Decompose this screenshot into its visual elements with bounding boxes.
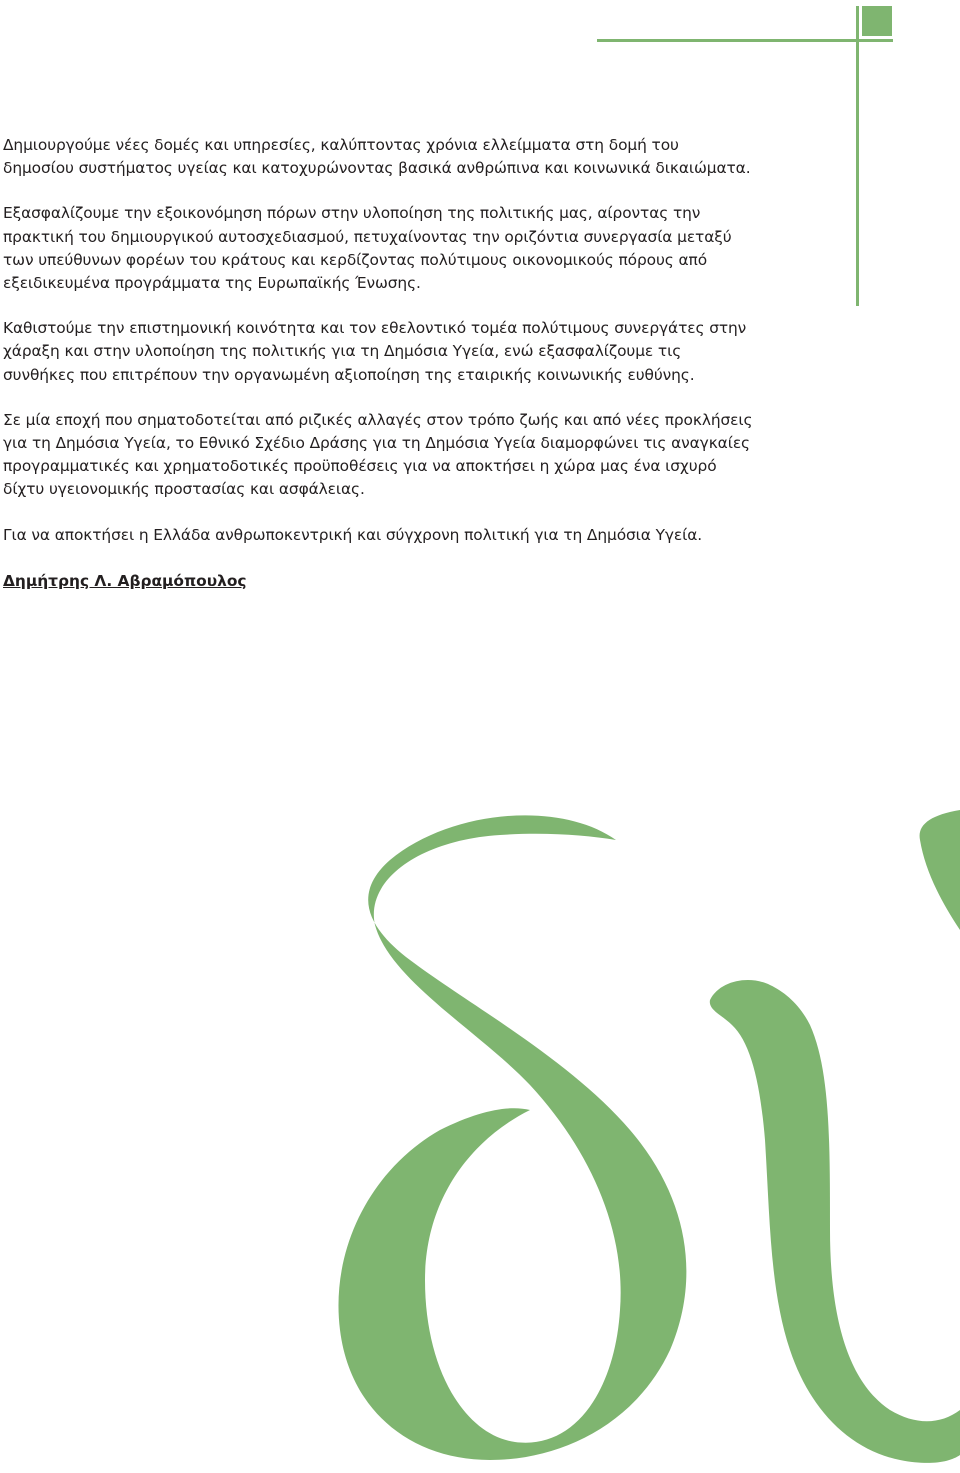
green-square-icon xyxy=(862,6,892,36)
monogram-upsilon-arm xyxy=(920,810,960,930)
paragraph-4: Σε μία εποχή που σηματοδοτείται από ριζικές αλλαγές στον τρόπο ζωής και από νέες προκλήσεις για τη Δημόσια Υγεία, το Εθνικό Σχέδιο Δράσης για τη Δημόσια Υγεία διαμορφώνει τις αναγκαίες προγραμματικές και χρηματοδοτικές προϋποθέσεις για να αποκτήσει η χώρα μας ένα ισχυρό δίχτυ υγειονομικής προστασίας και ασφάλειας. xyxy=(3,410,753,499)
signature: Δημήτρης Λ. Αβραμόπουλος xyxy=(3,571,247,590)
monogram-delta-stroke xyxy=(338,815,686,1460)
vertical-rule xyxy=(856,6,859,306)
paragraph-3: Καθιστούμε την επιστημονική κοινότητα και τον εθελοντικό τομέα πολύτιμους συνεργάτες στην χάραξη και στην υλοποίηση της πολιτικής για τη Δημόσια Υγεία, ενώ εξασφαλίζουμε τις συνθήκες που επιτρέπουν την οργανωμένη αξιοποίηση της εταιρικής κοινωνικής ευθύνης. xyxy=(3,319,747,384)
paragraph-5: Για να αποκτήσει η Ελλάδα ανθρωποκεντρική και σύγχρονη πολιτική για τη Δημόσια Υγεία. xyxy=(3,525,703,544)
paragraph-1: Δημιουργούμε νέες δομές και υπηρεσίες, καλύπτοντας χρόνια ελλείμματα στη δομή του δημοσίου συστήματος υγείας και κατοχυρώνοντας βασικά ανθρώπινα και κοινωνικά δικαιώματα. xyxy=(3,136,751,178)
monogram-upsilon-stroke xyxy=(710,980,960,1463)
document-body xyxy=(3,134,753,593)
delta-upsilon-monogram-icon xyxy=(330,810,960,1473)
paragraph-2: Εξασφαλίζουμε την εξοικονόμηση πόρων στην υλοποίηση της πολιτικής μας, αίροντας την πρακτική του δημιουργικού αυτοσχεδιασμού, πετυχαίνοντας την οριζόντια συνεργασία μεταξύ των υπεύθυνων φορέων του κράτους και κερδίζοντας πολύτιμους οικονομικούς πόρους από εξειδικευμένα προγράμματα της Ευρωπαϊκής Ένωσης. xyxy=(3,204,732,293)
horizontal-rule xyxy=(597,39,893,42)
